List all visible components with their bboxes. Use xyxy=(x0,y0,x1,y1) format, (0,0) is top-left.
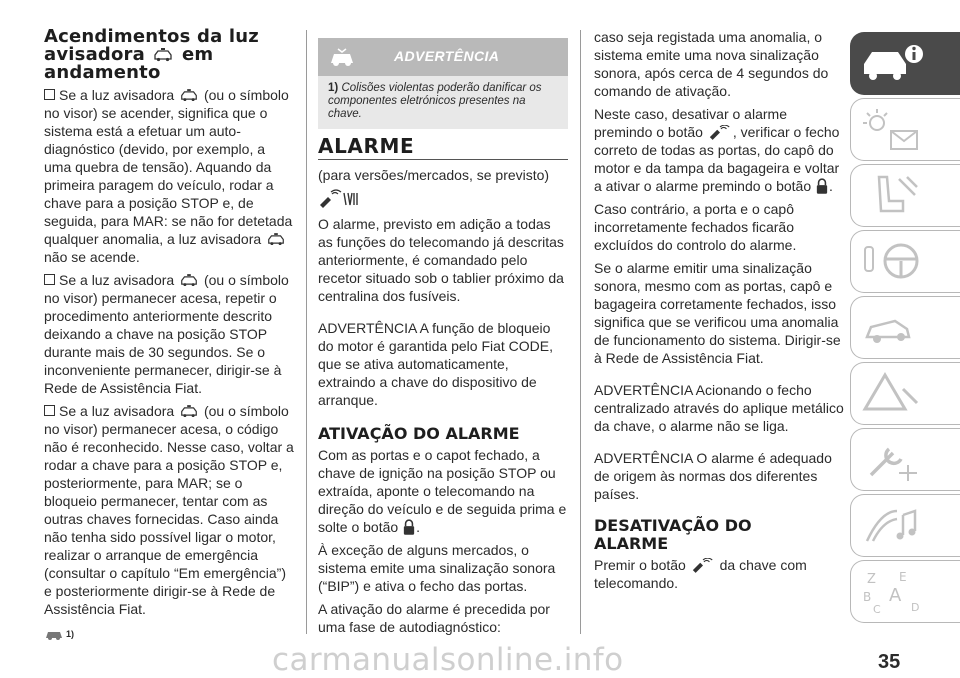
bullet-square-icon xyxy=(44,274,55,285)
right-paragraph-2: Neste caso, desativar o alarme premindo o botão , verificar o fecho correto de todas as portas, do capô do motor e da tampa da bagageira e voltar a ativar o alarme premindo o botão . xyxy=(594,106,840,194)
paragraph-bullet-2: Se a luz avisadora (ou o símbolo no visor) permanecer acesa, repetir o procedimento anteriormente descrito deixando a chave na posição STOP durante mais de 30 segundos. Se o inconveniente permanecer, dirigir-se à Rede de Assistência Fiat. xyxy=(44,272,289,396)
immobilizer-icon xyxy=(152,47,174,63)
alarm-intro: (para versões/mercados, se previsto) xyxy=(318,167,550,183)
activation-paragraph-3: A ativação do alarme é precedida por uma fase de autodiagnóstico: xyxy=(318,601,550,635)
seat-safety-icon xyxy=(859,171,929,221)
tab-driving[interactable] xyxy=(850,230,960,293)
alarm-paragraph-1: O alarme, previsto em adição a todas as funções do telecomando já descritas anteriormente, é comandado pelo recetor situado sob o tablier próximo da centralina dos fusíveis. xyxy=(318,216,564,304)
key-unlock-icon xyxy=(708,125,732,140)
page-number: 35 xyxy=(878,651,901,673)
svg-text:E: E xyxy=(899,570,907,584)
deactivation-paragraph: Premir o botão da chave com telecomando. xyxy=(594,557,807,591)
alarm-icon-line xyxy=(318,189,568,213)
lock-icon xyxy=(403,519,415,535)
car-road-icon xyxy=(859,303,929,353)
alarm-key-icon xyxy=(318,189,360,209)
svg-text:A: A xyxy=(889,585,902,606)
section-title-alarm: ALARME xyxy=(318,137,568,160)
multimedia-icon xyxy=(859,501,929,551)
right-paragraph-6: ADVERTÊNCIA O alarme é adequado de origem às normas dos diferentes países. xyxy=(594,450,832,502)
activation-paragraph-2: À exceção de alguns mercados, o sistema emite uma sinalização sonora (“BIP”) e ativa o fecho das portas. xyxy=(318,542,556,594)
alphabet-index-icon xyxy=(859,567,929,617)
alarm-paragraph-2: ADVERTÊNCIA A função de bloqueio do motor é garantida pelo Fiat CODE, que se ativa automaticamente, extraindo a chave do dispositivo de arranque. xyxy=(318,320,554,408)
tab-index[interactable] xyxy=(850,560,960,623)
right-paragraph-4: Se o alarme emitir uma sinalização sonora, mesmo com as portas, capô e bagageira corretamente fechados, isso significa que se verificou uma anomalia de funcionamento do sistema. Dirigir-se à Rede de Assistência Fiat. xyxy=(594,260,841,366)
svg-text:C: C xyxy=(873,603,881,616)
column-middle xyxy=(318,38,568,641)
tab-road[interactable] xyxy=(850,296,960,359)
right-paragraph-1: caso seja registada uma anomalia, o sistema emite uma nova sinalização sonora, após cerca de 4 segundos do comando de ativação. xyxy=(594,29,829,99)
warning-header xyxy=(318,38,568,76)
section-title-indicator: Acendimentos da luz avisadora em andamento xyxy=(44,26,259,83)
warning-text: 1) Colisões violentas poderão danificar os componentes eletrónicos presentes na chave. xyxy=(328,82,542,120)
svg-text:D: D xyxy=(911,601,920,614)
column-divider-1 xyxy=(306,30,307,634)
paragraph-bullet-1: Se a luz avisadora (ou o símbolo no visor) se acender, significa que o sistema está a efetuar um auto-diagnóstico (devido, por exemplo, a uma quebra de tensão). Aquando da primeira paragem do veículo, rodar a chave para a posição STOP e, de seguida, para MAR: se não for detetada qualquer anomalia, a luz avisadora não se acende. xyxy=(44,87,293,265)
note-reference: 1) xyxy=(44,623,296,643)
svg-text:B: B xyxy=(863,590,872,604)
bullet-square-icon xyxy=(44,89,55,100)
chapter-sidebar xyxy=(850,32,960,626)
activation-paragraph-1: Com as portas e o capot fechado, a chave de ignição na posição STOP ou extraída, aponte o telecomando na direção do veículo e de seguida prima e solte o botão . xyxy=(318,447,567,535)
tab-safety[interactable] xyxy=(850,164,960,227)
svg-text:Z: Z xyxy=(867,572,876,587)
paragraph-bullet-3: Se a luz avisadora (ou o símbolo no visor) permanecer acesa, o código não é reconhecido. Nesse caso, voltar a rodar a chave para a posição STOP e, posteriormente, para MAR; se o bloqueio permanecer, tentar com as outras chaves fornecidas. Caso ainda não tenha sido possível ligar o motor, realizar o arranque de emergência (consultar o capítulo “Em emergência”) e posteriormente dirigir-se à Rede de Assistência Fiat. xyxy=(44,403,294,617)
bullet-square-icon xyxy=(44,405,55,416)
wrench-icon xyxy=(859,435,929,485)
immobilizer-icon xyxy=(266,232,286,247)
dashboard-lights-icon xyxy=(859,105,929,155)
tab-car-info[interactable] xyxy=(850,32,960,95)
car-info-icon xyxy=(858,38,928,88)
immobilizer-icon xyxy=(179,404,199,419)
warning-car-icon xyxy=(45,626,63,640)
column-left xyxy=(44,28,296,648)
immobilizer-icon xyxy=(179,88,199,103)
tab-maintenance[interactable] xyxy=(850,428,960,491)
immobilizer-icon xyxy=(179,273,199,288)
warning-triangle-icon xyxy=(859,369,929,419)
tab-dashboard[interactable] xyxy=(850,98,960,161)
right-paragraph-3: Caso contrário, a porta e o capô incorretamente fechados ficarão excluídos do controlo do alarme. xyxy=(594,201,797,253)
steering-wheel-icon xyxy=(859,237,929,287)
warning-car-icon xyxy=(328,46,356,68)
warning-box xyxy=(318,38,568,129)
right-paragraph-5: ADVERTÊNCIA Acionando o fecho centralizado através do aplique metálico da chave, o alarme não se liga. xyxy=(594,382,844,434)
warning-title: ADVERTÊNCIA xyxy=(394,48,500,64)
tab-emergency[interactable] xyxy=(850,362,960,425)
lock-icon xyxy=(816,178,828,194)
section-title-deactivation: DESATIVAÇÃO DO ALARME xyxy=(594,516,752,553)
key-unlock-icon xyxy=(691,558,715,573)
column-divider-2 xyxy=(580,30,581,634)
tab-multimedia[interactable] xyxy=(850,494,960,557)
section-title-activation: ATIVAÇÃO DO ALARME xyxy=(318,424,520,443)
column-right xyxy=(594,28,844,597)
watermark: carmanualsonline.info xyxy=(272,642,624,678)
